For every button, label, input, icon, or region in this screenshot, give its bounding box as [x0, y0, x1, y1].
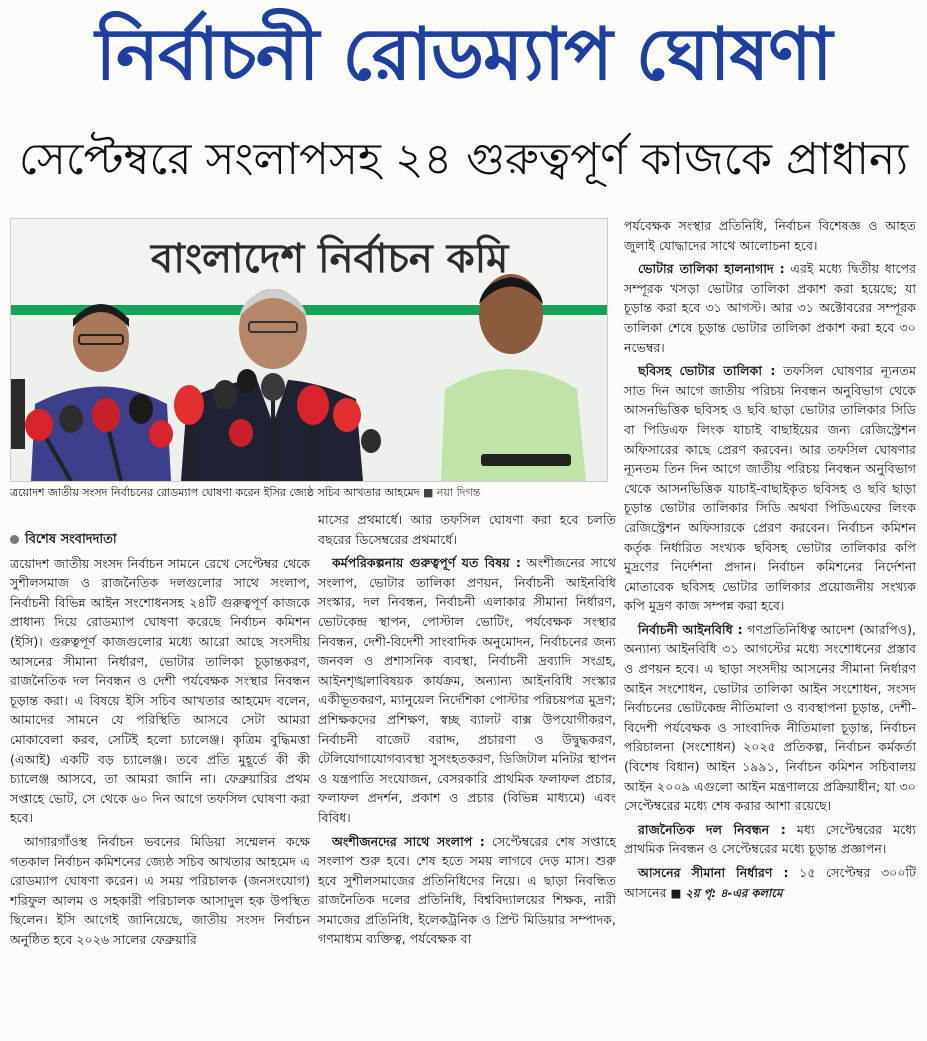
- article-column-2: [318, 510, 616, 953]
- section-heading: ছবিসহ ভোটার তালিকা :: [638, 363, 776, 379]
- person-right: [441, 274, 586, 481]
- section-paragraph: [624, 620, 916, 816]
- section-paragraph: [624, 863, 916, 903]
- section-heading: নির্বাচনী আইনবিধি :: [638, 621, 743, 637]
- caption-credit: ■ নয়া দিগন্ত: [423, 486, 481, 499]
- paragraph: পর্যবেক্ষক সংস্থার প্রতিনিধি, নির্বাচন বিশেষজ্ঞ ও আহত জুলাই যোদ্ধাদের সাথে আলোচনা হবে।: [624, 218, 916, 253]
- paragraph-text: মধ্য সেপ্টেম্বরের মধ্যে প্রাথমিক নিবন্ধন ও সেপ্টেম্বরের মধ্যে চূড়ান্ত প্রজ্ঞাপন।: [624, 821, 916, 857]
- section-heading: অংশীজনদের সাথে সংলাপ :: [332, 833, 485, 849]
- paragraph-text: সেপ্টেম্বরের শেষ সপ্তাহে সংলাপ শুরু হবে। শেষ হতে সময় লাগবে দেড় মাস। শুরু হবে সুশীলসমাজের প্রতিনিধিদের নিয়ে। এ ছাড়া নিবন্ধিত রাজনৈতিক দলের প্রতিনিধি, বিশ্ববিদ্যালয়ের শিক্ষক, নারী সমাজের প্রতিনিধি, ইলেকট্রনিক ও প্রিন্ট মিডিয়ার সম্পাদক, গণমাধ্যম ব্যক্তিত্ব, পর্যবেক্ষক বা: [318, 833, 616, 947]
- paragraph-text: তফসিল ঘোষণার ন্যূনতম সাত দিন আগে জাতীয় পরিচয় নিবন্ধন অনুবিভাগ থেকে আসনভিত্তিক ছবিসহ ও ছবি ছাড়া ভোটার তালিকার সিডি বা পিডিএফ লিংক যাচাই বাছাইয়ের জন্য রেজিস্ট্রেশন অফিসারের কাছে প্রেরণ করবেন। আর তফসিল ঘোষণার ন্যূনতম তিন দিন আগে জাতীয় পরিচয় নিবন্ধন অনুবিভাগ থেকে আসনভিত্তিক যাচাই-বাছাইকৃত ছবিসহ ও ছবি ছাড়া চূড়ান্ত ভোটার তালিকার সিডি অথবা পিডিএফের লিংক রেজিস্ট্রেশন অফিসারকে প্রেরণ করবেন। নির্বাচন কমিশন কর্তৃক নির্ধারিত সংখ্যক ছবিসহ ভোটার তালিকার কপি মুদ্রণের নির্দেশনা প্রদান। নির্বাচন কমিশনের নির্দেশনা মোতাবেক ছবিসহ ভোটার তালিকার প্রয়োজনীয় সংখ্যক কপি মুদ্রণ কাজ সম্পন্ন করা হবে।: [624, 363, 916, 614]
- continuation-note[interactable]: ■ ২য় পৃ: ৪-এর কলামে: [670, 885, 783, 900]
- person-left: [31, 304, 171, 481]
- press-conference-illustration: [11, 219, 607, 481]
- article-column-3: [624, 216, 916, 907]
- section-heading: আসনের সীমানা নির্ধারণ :: [638, 865, 789, 880]
- caption-text: ত্রয়োদশ জাতীয় সংসদ নির্বাচনের রোডম্যাপ ঘোষণা করেন ইসির জ্যেষ্ঠ সচিব আখতার আহমেদ: [10, 486, 420, 499]
- section-paragraph: [624, 259, 916, 357]
- paragraph: ত্রয়োদশ জাতীয় সংসদ নির্বাচন সামনে রেখে সেপ্টেম্বর থেকে সুশীলসমাজ ও রাজনৈতিক দলগুলোর সাথে সংলাপ, নির্বাচনী বিভিন্ন আইন সংশোধনসহ ২৪টি গুরুত্বপূর্ণ কাজকে প্রাধান্য দিয়ে রোডম্যাপ ঘোষণা করেছে নির্বাচন কমিশন (ইসি)। গুরুত্বপূর্ণ কাজগুলোর মধ্যে আরো আছে সংসদীয় আসনের সীমানা নির্ধারণ, ভোটার তালিকা চূড়ান্তকরণ, রাজনৈতিক দল নিবন্ধন ও দেশী পর্যবেক্ষক সংস্থার নিবন্ধন চূড়ান্ত করা। এ বিষয়ে ইসি সচিব আখতার আহমেদ বলেন, আমাদের সামনে যে পরিস্থিতি আসবে সেটা আমরা মোকাবেলা করব, সেটিই হলো চ্যালেঞ্জ। কৃত্রিম বুদ্ধিমত্তা (এআই) একটি বড় চ্যালেঞ্জ। তবে প্রতি মুহূর্তে কী কী চ্যালেঞ্জ আসবে, তা আমরা জানি না। ফেব্রুয়ারির প্রথম সপ্তাহে ভোট, সে থেকে ৬০ দিন আগে তফসিল ঘোষণা করা হবে।: [10, 555, 310, 826]
- section-heading: রাজনৈতিক দল নিবন্ধন :: [638, 821, 786, 837]
- paragraph-text: ১৫ সেপ্টেম্বর ৩০০টি আসনের: [624, 865, 916, 900]
- section-heading: কর্মপরিকল্পনায় গুরুত্বপূর্ণ যত বিষয় :: [332, 555, 521, 571]
- press-conference-photo: [10, 218, 608, 482]
- subheadline: সেপ্টেম্বরে সংলাপসহ ২৪ গুরুত্বপূর্ণ কাজকে প্রাধান্য: [18, 134, 909, 185]
- paragraph-text: গণপ্রতিনিধিত্ব আদেশ (আরপিও), অন্যান্য আইনবিধি ৩১ আগস্টের মধ্যে সংশোধনের প্রস্তাব ও প্রণয়ন হবে। এ ছাড়া সংসদীয় আসনের সীমানা নির্ধারণ আইন সংশোধন, ভোটার তালিকা আইন সংশোধন, সংসদ নির্বাচনের ভোটকেন্দ্র নীতিমালা ও ব্যবস্থাপনা চূড়ান্ত, দেশী-বিদেশী পর্যবেক্ষক ও সাংবাদিক নীতিমালা চূড়ান্ত, নির্বাচন পরিচালনা (সংশোধন) ২০২৫ প্রতিকল্প, নির্বাচন কর্মকর্তা (বিশেষ বিধান) আইন ১৯৯১, নির্বাচন কমিশন সচিবালয় আইন ২০০৯ এগুলো আইন মন্ত্রণালয়ে প্রক্রিয়াধীন; যা ৩০ সেপ্টেম্বরের মধ্যে শেষ করার আশা রয়েছে।: [624, 621, 916, 814]
- byline-bullet-icon: [10, 535, 19, 544]
- headline: নির্বাচনী রোডম্যাপ ঘোষণা: [95, 12, 832, 96]
- section-heading: ভোটার তালিকা হালনাগাদ :: [638, 261, 785, 277]
- section-paragraph: [318, 553, 616, 827]
- section-paragraph: [318, 832, 616, 950]
- paragraph-text: অংশীজনের সাথে সংলাপ, ভোটার তালিকা প্রণয়ন, নির্বাচনী আইনবিধি সংস্কার, দল নিবন্ধন, নির্বাচনী এলাকার সীমানা নির্ধারণ, ভোটকেন্দ্র স্থাপন, পোস্টাল ভোটিং, পর্যবেক্ষক সংস্থার নিবন্ধন, দেশী-বিদেশী সাংবাদিক অনুমোদন, নির্বাচনের জন্য জনবল ও প্রশাসনিক ব্যবস্থা, নির্বাচনী দ্রব্যাদি সংগ্রহ, আইনশৃঙ্খলাবিষয়ক কার্যক্রম, অন্যান্য আইনবিধি সংস্কার একীভূতকরণ, ম্যানুয়েল নির্দেশিকা পোস্টার পরিচয়পত্র মুদ্রণ; প্রশিক্ষকদের প্রশিক্ষণ, স্বচ্ছ ব্যালট বাক্স উপযোগীকরণ, নির্বাচনী বাজেট বরাদ্দ, প্রচারণা ও উদ্বুদ্ধকরণ, টেলিযোগাযোগব্যবস্থা সুসংহতকরণ, ডিজিটাল মনিটর স্থাপন ও যন্ত্রপাতি সংযোজন, বেসরকারি প্রাথমিক ফলাফল প্রচার, ফলাফল প্রদর্শন, প্রকাশ ও প্রচার (বিভিন্ন মাধ্যমে) এবং বিবিধ।: [318, 555, 616, 825]
- chair-back: [11, 379, 25, 449]
- section-paragraph: [624, 820, 916, 859]
- photo-banner-text: বাংলাদেশ নির্বাচন কমি: [151, 236, 509, 282]
- paragraph: আগারগাঁওস্থ নির্বাচন ভবনের মিডিয়া সম্মেলন কক্ষে গতকাল নির্বাচন কমিশনের জ্যেষ্ঠ সচিব আখতার আহমেদ এ রোডম্যাপ ঘোষণা করেন। এ সময় পরিচালক (জনসংযোগ) শরিফুল আলম ও সহকারী পরিচালক আসাদুল হক উপস্থিত ছিলেন। ইসি আগেই জানিয়েছে, জাতীয় সংসদ নির্বাচন অনুষ্ঠিত হবে ২০২৬ সালের ফেব্রুয়ারি: [10, 833, 310, 947]
- paragraph: মাসের প্রথমার্ধে। আর তফসিল ঘোষণা করা হবে চলতি বছরের ডিসেম্বরের প্রথমার্ধে।: [318, 512, 616, 547]
- photo-caption: [10, 484, 606, 502]
- byline-text: বিশেষ সংবাদদাতা: [25, 532, 117, 547]
- byline: [10, 530, 310, 550]
- article-column-1: [10, 530, 310, 953]
- section-paragraph: [624, 361, 916, 616]
- paragraph-text: এরই মধ্যে দ্বিতীয় ধাপের সম্পূরক খসড়া ভোটার তালিকা প্রকাশ করা হয়েছে; যা চূড়ান্ত করা হবে ৩১ আগস্ট। আর ৩১ অক্টোবরের সম্পূরক তালিকা শেষে চূড়ান্ত ভোটার তালিকা প্রকাশ করা হবে ৩০ নভেম্বর।: [624, 261, 916, 355]
